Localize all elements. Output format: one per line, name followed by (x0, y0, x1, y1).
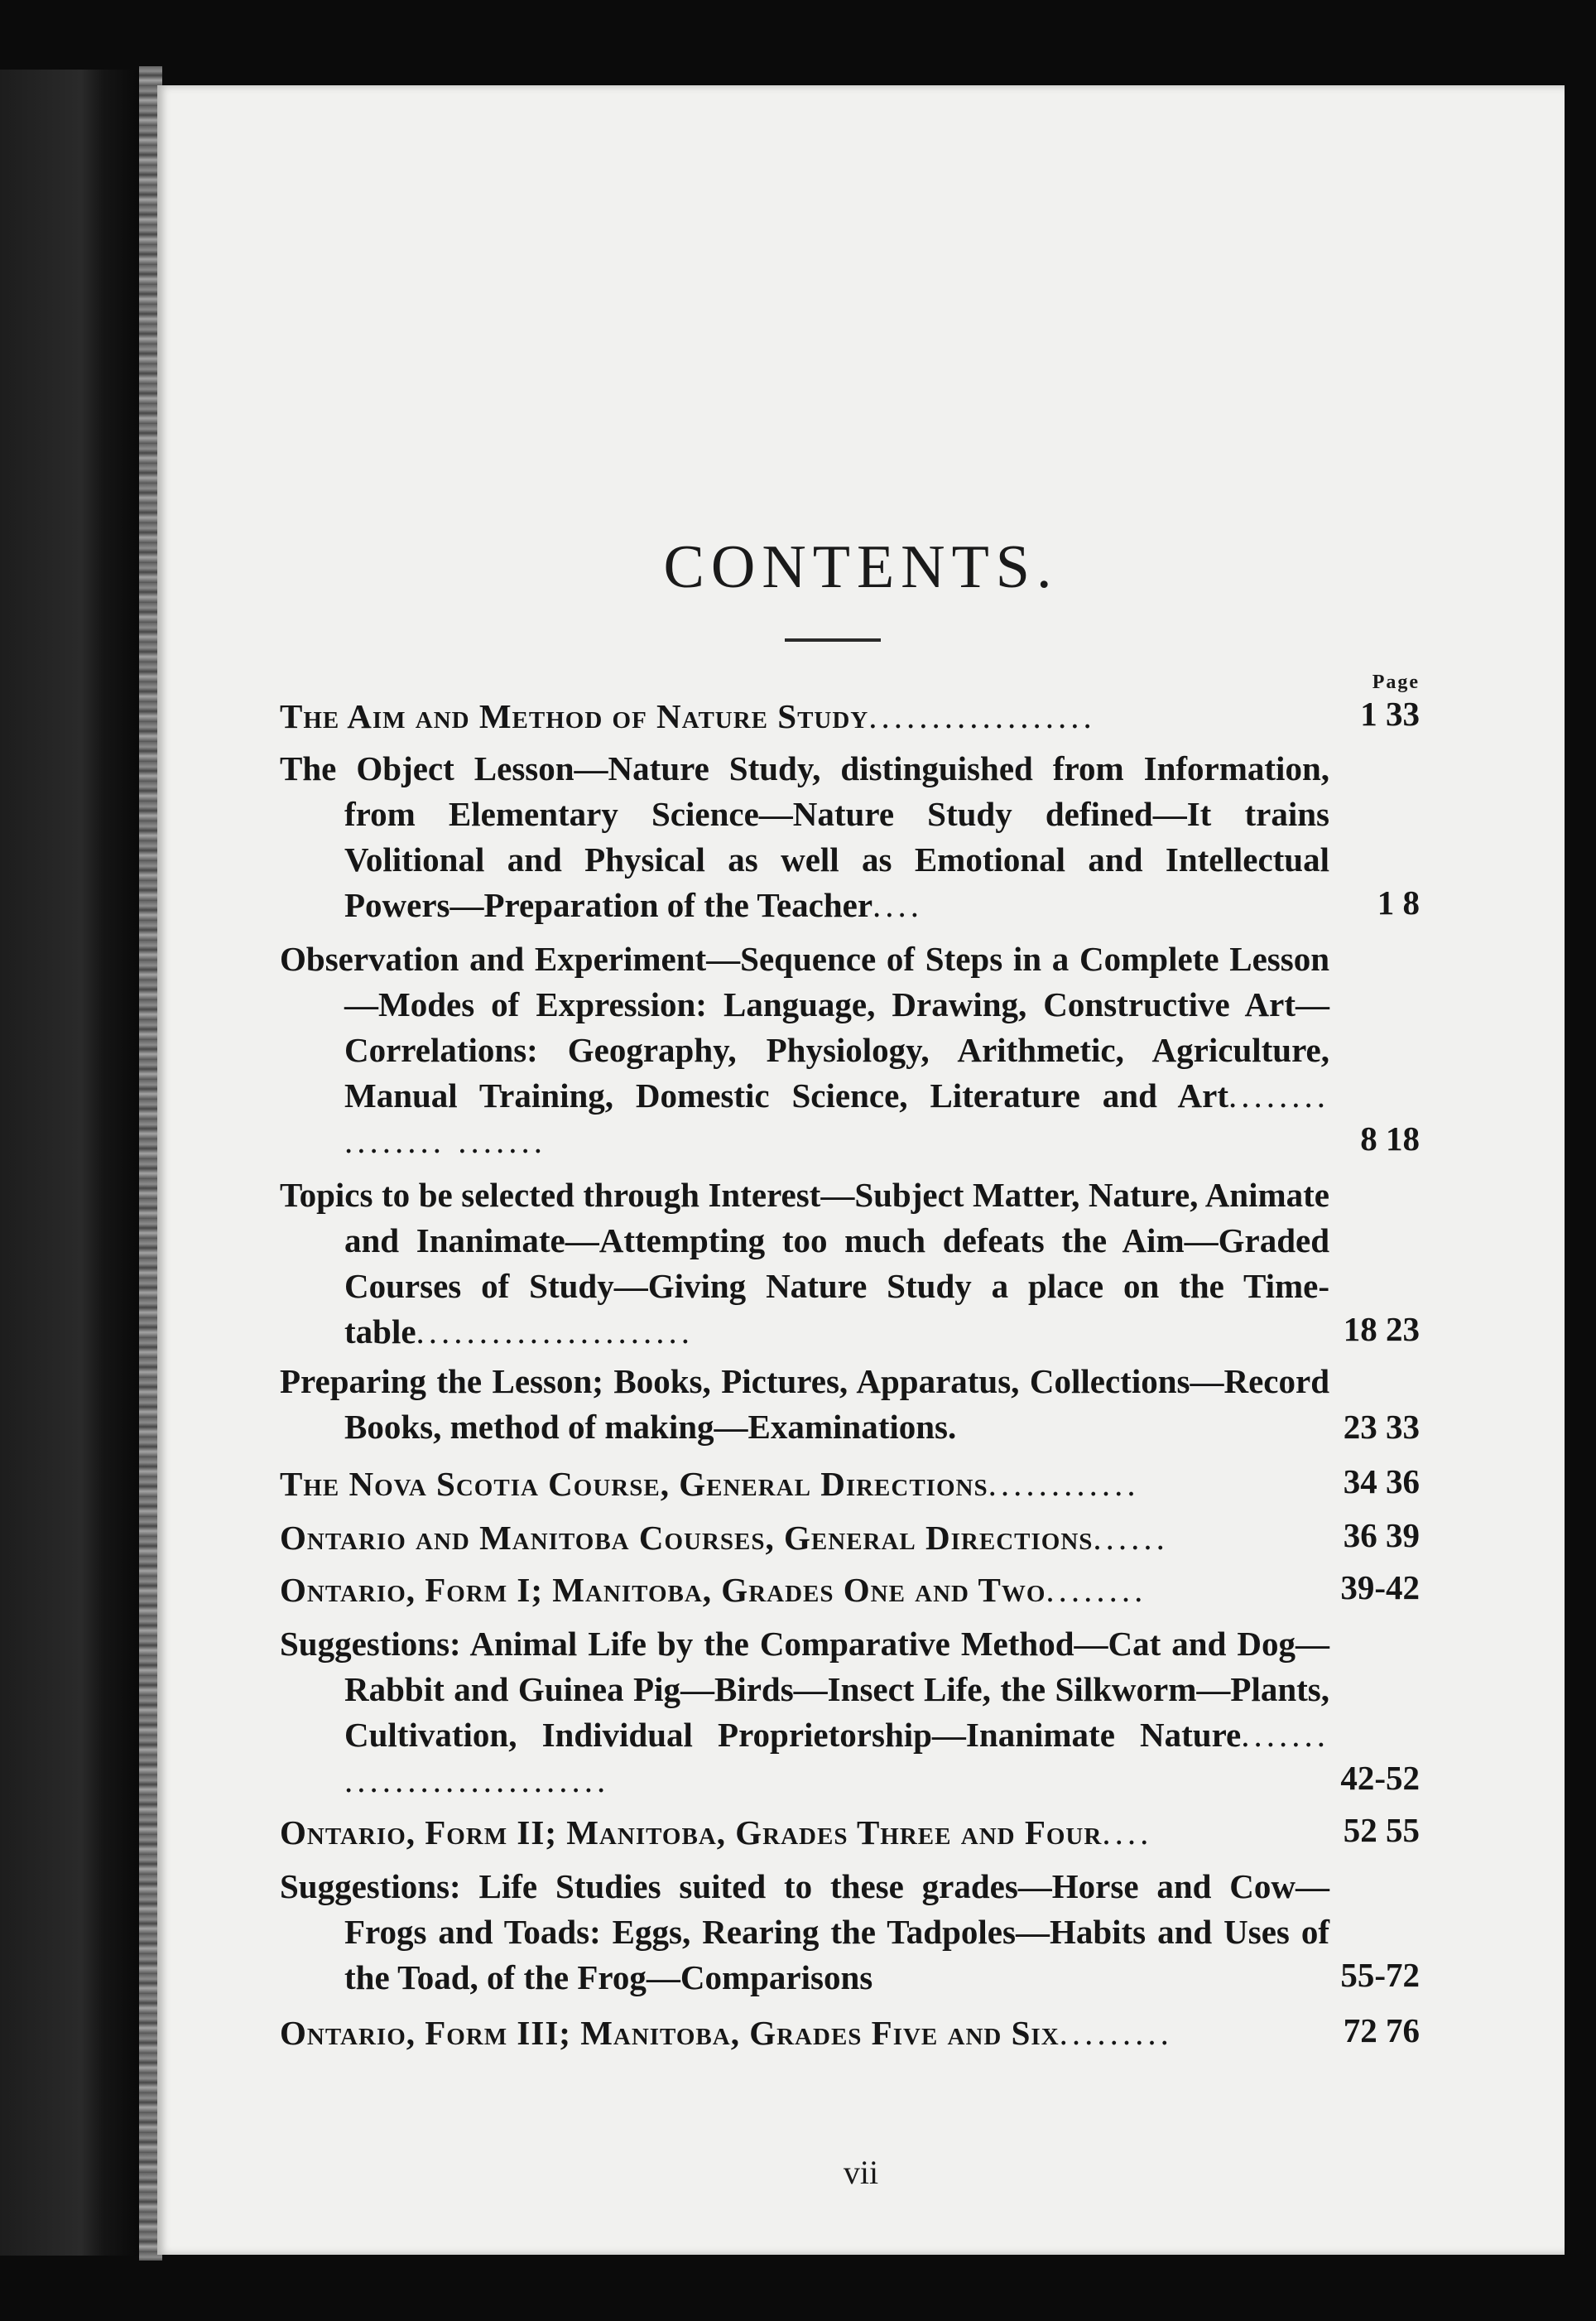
toc-entry-pages: 39-42 (1340, 1568, 1420, 1606)
toc-entry-pages: 1 8 (1377, 884, 1420, 922)
toc-entry-text: Ontario, Form I; Manitoba, Grades One and Two........ (280, 1571, 1147, 1609)
toc-entry-text: The Object Lesson—Nature Study, distinguished from Information, from Elementary Science—Nature Study defined—It trains Volitional and Physical as well as Emotional and Intellectual Powers—Preparation of the Teacher.... (280, 749, 1329, 924)
toc-entry-pages: 18 23 (1343, 1310, 1420, 1348)
toc-entry-text: Suggestions: Animal Life by the Comparative Method—Cat and Dog—Rabbit and Guinea Pig—Birds—Insect Life, the Silkworm—Plants, Cultivation, Individual Proprietorship—Inanimate Nature....... ..................... (280, 1625, 1329, 1799)
toc-entry-pages: 1 33 (1360, 695, 1420, 733)
title-divider (785, 638, 881, 642)
book-binding (0, 70, 147, 2256)
toc-entry-text: The Aim and Method of Nature Study.................. (280, 697, 1096, 735)
toc-entry-pages: 42-52 (1340, 1759, 1420, 1797)
toc-entry-pages: 72 76 (1343, 2011, 1420, 2049)
toc-entry-pages: 8 18 (1360, 1120, 1420, 1158)
toc-entry-pages: 36 39 (1343, 1516, 1420, 1554)
toc-entry-text: Ontario, Form III; Manitoba, Grades Five and Six......... (280, 2014, 1173, 2052)
toc-entry-text: Suggestions: Life Studies suited to these grades—Horse and Cow—Frogs and Toads: Eggs, Rearing the Tadpoles—Habits and Uses of the Toad, of the Frog—Comparisons (280, 1867, 1329, 1996)
toc-entry-pages: 52 55 (1343, 1811, 1420, 1849)
toc-entry-text: Ontario and Manitoba Courses, General Directions...... (280, 1519, 1169, 1557)
page-title: CONTENTS. (663, 533, 1059, 601)
book-page (157, 85, 1565, 2255)
toc-entry-text: The Nova Scotia Course, General Directions............ (280, 1465, 1140, 1503)
page-column-header: Page (1372, 672, 1420, 693)
page-number: vii (843, 2154, 879, 2191)
toc-entry-pages: 55-72 (1340, 1956, 1420, 1994)
toc-entry-text: Ontario, Form II; Manitoba, Grades Three and Four.... (280, 1813, 1153, 1852)
toc-entry-pages: 23 33 (1343, 1408, 1420, 1446)
toc-entry-text: Preparing the Lesson; Books, Pictures, Apparatus, Collections—Record Books, method of making—Examinations. (280, 1362, 1329, 1446)
toc-entry-text: Observation and Experiment—Sequence of Steps in a Complete Lesson—Modes of Expression: Language, Drawing, Constructive Art—Correlations: Geography, Physiology, Arithmetic, Agriculture, Manual Training, Domestic Science, Literature and Art........ ........ ....... (280, 940, 1329, 1160)
toc-entry-text: Topics to be selected through Interest—Subject Matter, Nature, Animate and Inanimate—Attempting too much defeats the Aim—Graded Courses of Study—Giving Nature Study a place on the Time-table...................... (280, 1176, 1329, 1351)
toc-entry-pages: 34 36 (1343, 1462, 1420, 1500)
